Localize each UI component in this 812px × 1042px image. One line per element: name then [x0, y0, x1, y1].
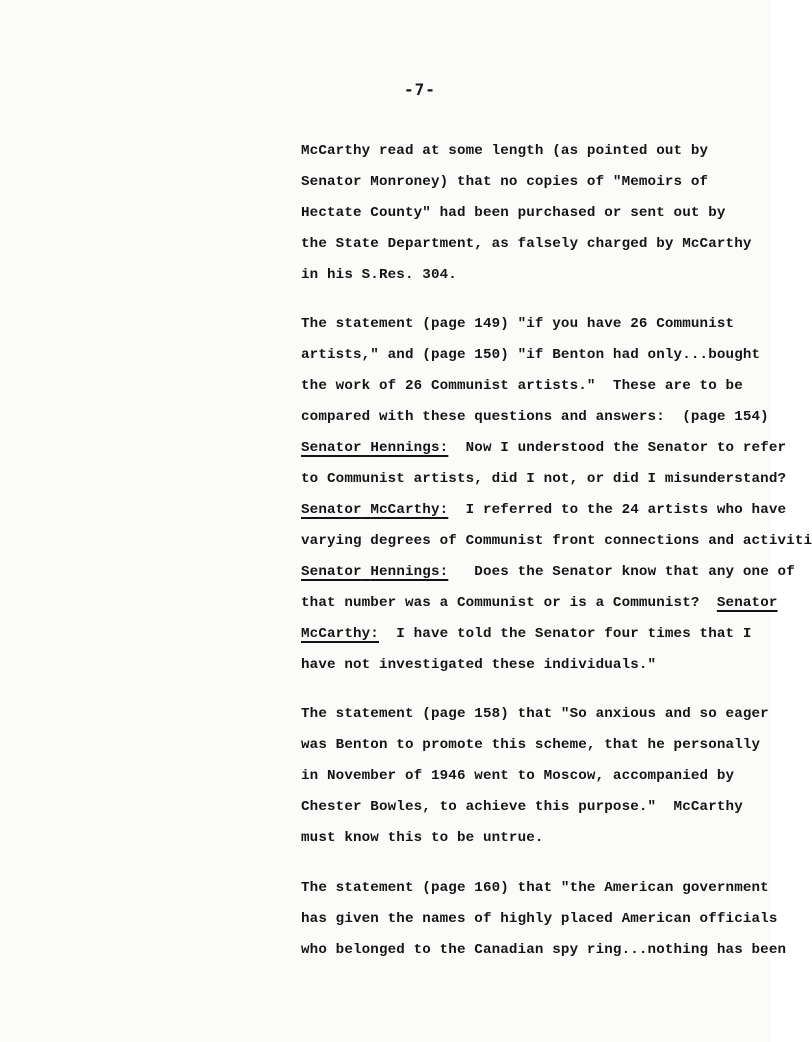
- text-line: [301, 143, 708, 159]
- speaker-word: McCarthy:: [301, 626, 379, 642]
- line-text: Does the Senator know that any one of: [448, 564, 795, 580]
- text-line: [301, 706, 769, 722]
- line-text: in November of 1946 went to Moscow, accompanied by: [301, 768, 735, 784]
- line-text: the work of 26 Communist artists." These are to be: [301, 378, 743, 394]
- speaker-word: Senator: [716, 595, 778, 611]
- text-line: [301, 236, 752, 252]
- line-text: Hectate County" had been purchased or sent out by: [301, 205, 726, 221]
- page-number: -7-: [404, 80, 436, 99]
- line-text: the State Department, as falsely charged by McCarthy: [301, 236, 752, 252]
- speaker-word: Senator: [301, 564, 362, 580]
- text-line: [301, 378, 743, 394]
- text-line: [301, 502, 786, 518]
- text-line: [301, 880, 769, 896]
- text-line: [301, 471, 786, 487]
- text-line: [301, 174, 708, 190]
- text-line: [301, 409, 769, 425]
- speaker-word: Senator: [301, 502, 362, 518]
- speaker-word: Senator: [301, 440, 362, 456]
- text-line: [301, 316, 734, 332]
- text-line: [301, 657, 656, 673]
- line-text: The statement (page 160) that "the American government: [301, 880, 769, 896]
- line-text: compared with these questions and answers: (page 154): [301, 409, 769, 425]
- line-text: I referred to the 24 artists who have: [448, 502, 787, 518]
- text-line: [301, 768, 734, 784]
- speaker-label: [301, 440, 448, 456]
- text-line: [301, 911, 778, 927]
- speaker-word: McCarthy:: [370, 502, 449, 518]
- text-line: [301, 205, 726, 221]
- line-text: Now I understood the Senator to refer: [448, 440, 787, 456]
- line-text: I have told the Senator four times that I: [378, 626, 752, 642]
- text-line: [301, 440, 786, 456]
- line-text: have not investigated these individuals.": [301, 657, 657, 673]
- line-text: must know this to be untrue.: [301, 830, 544, 846]
- text-line: [301, 626, 752, 642]
- text-line: [301, 267, 457, 283]
- speaker-word: Hennings:: [370, 564, 449, 580]
- text-line: [301, 737, 760, 753]
- line-text: was Benton to promote this scheme, that he personally: [301, 737, 761, 753]
- text-line: [301, 564, 795, 580]
- text-line: [301, 347, 760, 363]
- line-text: Senator Monroney) that no copies of "Memoirs of: [301, 174, 709, 190]
- line-text: McCarthy read at some length (as pointed out by: [301, 143, 709, 159]
- text-line: [301, 830, 544, 846]
- line-text: The statement (page 149) "if you have 26 Communist: [301, 316, 735, 332]
- line-text: The statement (page 158) that "So anxious and so eager: [301, 706, 769, 722]
- line-text: in his S.Res. 304.: [301, 267, 457, 283]
- speaker-word: Hennings:: [370, 440, 449, 456]
- text-line: [301, 533, 812, 549]
- line-text: artists," and (page 150) "if Benton had only...bought: [301, 347, 761, 363]
- text-line: [301, 799, 743, 815]
- line-text: that number was a Communist or is a Communist?: [301, 595, 717, 611]
- speaker-label: [301, 502, 448, 518]
- speaker-label: [301, 564, 448, 580]
- line-text: varying degrees of Communist front connections and activiti: [301, 533, 812, 549]
- speaker-label: [301, 626, 379, 642]
- line-text: who belonged to the Canadian spy ring...nothing has been: [301, 942, 787, 958]
- line-text: has given the names of highly placed American officials: [301, 911, 778, 927]
- text-line: [301, 595, 778, 611]
- text-line: [301, 942, 786, 958]
- line-text: Chester Bowles, to achieve this purpose." McCarthy: [301, 799, 743, 815]
- line-text: to Communist artists, did I not, or did I misunderstand?: [301, 471, 787, 487]
